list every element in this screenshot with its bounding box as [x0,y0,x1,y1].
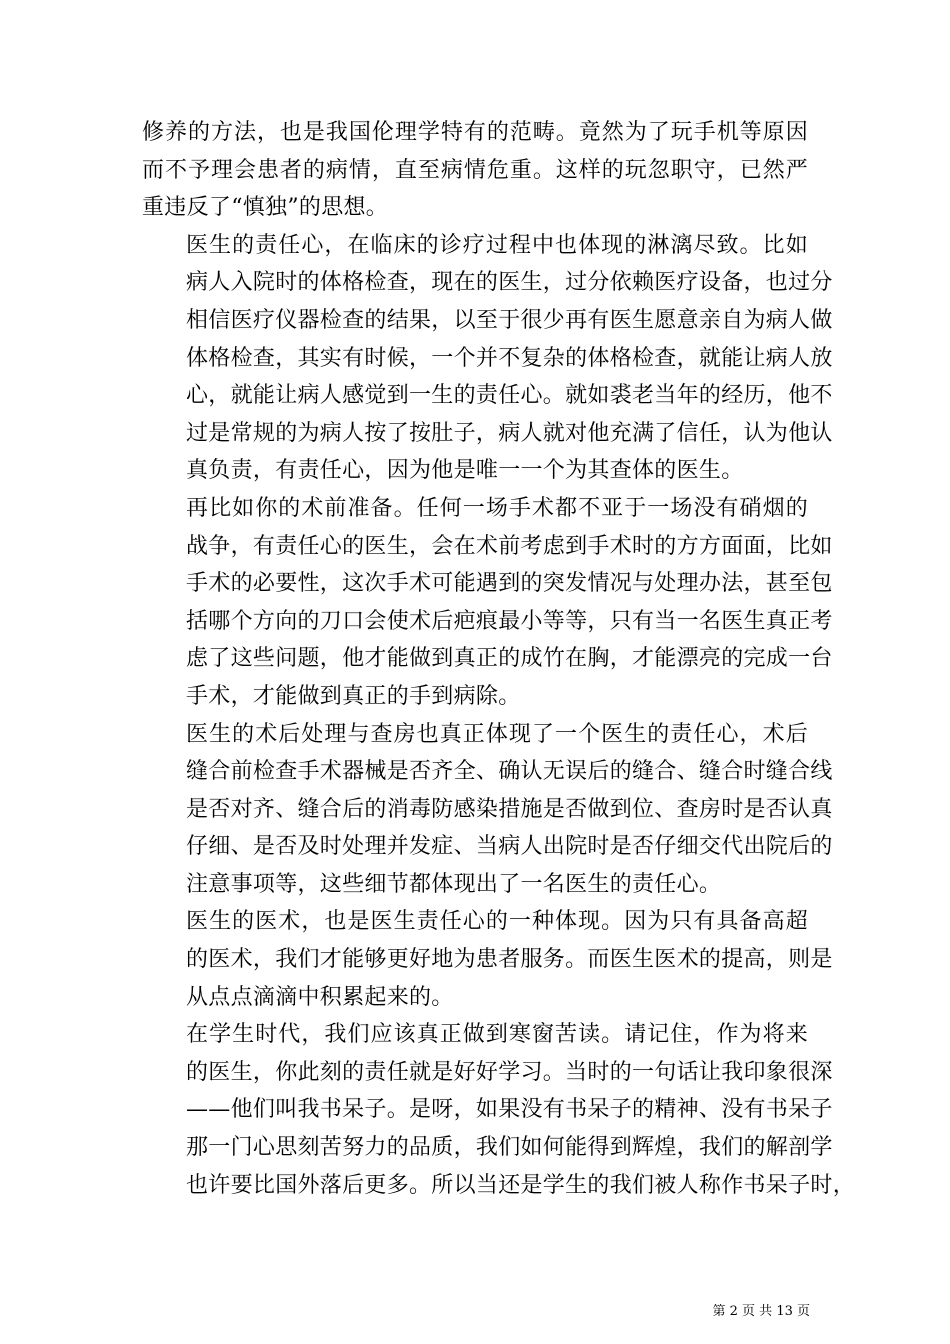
paragraph [142,227,833,490]
text-line: 括哪个方向的刀口会使术后疤痕最小等等，只有当一名医生真正考 [186,608,833,634]
text-line: 那一门心思刻苦努力的品质，我们如何能得到辉煌，我们的解剖学 [186,1135,833,1161]
text-line: 病人入院时的体格检查，现在的医生，过分依赖医疗设备，也过分 [186,270,833,296]
text-line: 注意事项等，这些细节都体现出了一名医生的责任心。 [186,871,722,897]
text-line: ——他们叫我书呆子。是呀，如果没有书呆子的精神、没有书呆子 [186,1097,833,1123]
text-line: 手术的必要性，这次手术可能遇到的突发情况与处理办法，甚至包 [186,571,833,597]
text-line: 仔细、是否及时处理并发症、当病人出院时是否仔细交代出院后的 [186,834,833,860]
text-line: 而不予理会患者的病情，直至病情危重。这样的玩忽职守，已然严 [142,157,808,183]
text-line: 的医生，你此刻的责任就是好好学习。当时的一句话让我印象很深 [186,1059,833,1085]
text-line: 是否对齐、缝合后的消毒防感染措施是否做到位、查房时是否认真 [186,796,833,822]
text-line: 从点点滴滴中积累起来的。 [186,984,454,1010]
body-text [142,114,856,1204]
paragraph [142,114,808,227]
text-line: 缝合前检查手术器械是否齐全、确认无误后的缝合、缝合时缝合线 [186,759,833,785]
text-line: 重违反了“慎独”的思想。 [142,195,389,221]
paragraph [142,903,833,1016]
text-line: 战争，有责任心的医生，会在术前考虑到手术时的方方面面，比如 [186,533,833,559]
paragraph [142,490,833,716]
text-line: 过是常规的为病人按了按肚子，病人就对他充满了信任，认为他认 [186,420,833,446]
text-line: 修养的方法，也是我国伦理学特有的范畴。竟然为了玩手机等原因 [142,120,808,145]
text-line: 医生的责任心，在临床的诊疗过程中也体现的淋漓尽致。比如 [186,232,808,258]
text-line: 医生的医术，也是医生责任心的一种体现。因为只有具备高超 [186,909,808,935]
page-footer: 第 2 页 共 13 页 [712,1304,810,1319]
text-line: 手术，才能做到真正的手到病除。 [186,683,521,709]
text-line: 虑了这些问题，他才能做到真正的成竹在胸，才能漂亮的完成一台 [186,646,833,672]
text-line: 也许要比国外落后更多。所以当还是学生的我们被人称作书呆子时， [186,1172,856,1198]
text-line: 的医术，我们才能够更好地为患者服务。而医生医术的提高，则是 [186,947,833,973]
text-line: 真负责，有责任心，因为他是唯一一个为其查体的医生。 [186,458,744,484]
text-line: 心，就能让病人感觉到一生的责任心。就如裘老当年的经历，他不 [186,383,833,409]
text-line: 医生的术后处理与查房也真正体现了一个医生的责任心，术后 [186,721,808,747]
paragraph [142,1016,856,1204]
paragraph [142,716,833,904]
text-line: 在学生时代，我们应该真正做到寒窗苦读。请记住，作为将来 [186,1022,808,1048]
text-line: 相信医疗仪器检查的结果，以至于很少再有医生愿意亲自为病人做 [186,307,833,333]
text-line: 再比如你的术前准备。任何一场手术都不亚于一场没有硝烟的 [186,495,808,521]
text-line: 体格检查，其实有时候，一个并不复杂的体格检查，就能让病人放 [186,345,833,371]
